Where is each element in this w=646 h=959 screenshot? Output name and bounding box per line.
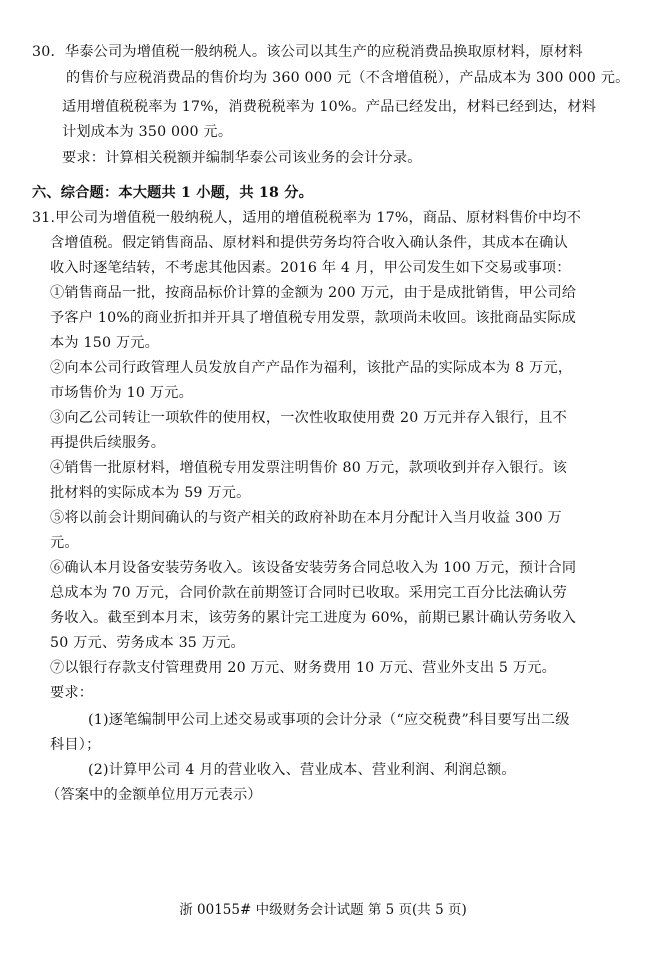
- q31-unit-note: （答案中的金额单位用万元表示）: [46, 787, 262, 803]
- q31-item-2-line-1: ②向本公司行政管理人员发放自产产品作为福利，该批产品的实际成本为 8 万元，: [50, 360, 573, 376]
- q31-item-6-line-4: 50 万元、劳务成本 35 万元。: [50, 635, 245, 651]
- q31-item-1-line-2: 予客户 10%的商业折扣并开具了增值税专用发票，款项尚未收回。该批商品实际成: [50, 310, 577, 326]
- q31-item-1-line-1: ①销售商品一批，按商品标价计算的金额为 200 万元，由于是成批销售，甲公司给: [50, 285, 577, 301]
- q31-item-1-line-3: 本为 150 万元。: [50, 335, 160, 351]
- q31-item-5-line-1: ⑤将以前会计期间确认的与资产相关的政府补助在本月分配计入当月收益 300 万: [50, 510, 562, 526]
- q31-item-6-line-2: 总成本为 70 万元，合同价款在前期签订合同时已收取。采用完工百分比法确认劳: [50, 585, 568, 601]
- q31-requirement-label: 要求：: [50, 685, 94, 701]
- q31-item-3-line-1: ③向乙公司转让一项软件的使用权，一次性收取使用费 20 万元并存入银行，且不: [50, 410, 568, 426]
- q30-line-3: 适用增值税税率为 17%，消费税税率为 10%。产品已经发出，材料已经到达，材料: [62, 99, 597, 115]
- q30-line-2: 的售价与应税消费品的售价均为 360 000 元（不含增值税），产品成本为 300 000 元。: [66, 70, 630, 86]
- q31-item-6-line-1: ⑥确认本月设备安装劳务收入。该设备安装劳务合同总收入为 100 万元，预计合同: [50, 560, 577, 576]
- q31-item-4-line-2: 批材料的实际成本为 59 万元。: [50, 485, 251, 501]
- q31-line-3: 收入时逐笔结转，不考虑其他因素。2016 年 4 月，甲公司发生如下交易或事项：: [50, 260, 571, 276]
- q31-requirement-1-line-1: (1)逐笔编制甲公司上述交易或事项的会计分录（“应交税费”科目要写出二级: [88, 712, 570, 728]
- q30-line-4: 计划成本为 350 000 元。: [62, 124, 233, 140]
- q30-line-1: 30．华泰公司为增值税一般纳税人。该公司以其生产的应税消费品换取原材料，原材料: [32, 44, 583, 60]
- q31-item-7: ⑦以银行存款支付管理费用 20 万元、财务费用 10 万元、营业外支出 5 万元。: [50, 660, 557, 676]
- q31-item-4-line-1: ④销售一批原材料，增值税专用发票注明售价 80 万元，款项收到并存入银行。该: [50, 460, 568, 476]
- q31-item-3-line-2: 再提供后续服务。: [50, 435, 166, 451]
- q31-line-1: 31.甲公司为增值税一般纳税人，适用的增值税税率为 17%，商品、原材料售价中均不: [32, 210, 582, 226]
- q31-requirement-1-line-2: 科目）；: [50, 737, 101, 753]
- q31-item-6-line-3: 务收入。截至到本月末，该劳务的累计完工进度为 60%，前期已累计确认劳务收入: [50, 610, 577, 626]
- q31-requirement-2: (2)计算甲公司 4 月的营业收入、营业成本、营业利润、利润总额。: [88, 762, 516, 778]
- q30-requirement: 要求：计算相关税额并编制华泰公司该业务的会计分录。: [62, 150, 422, 166]
- q31-item-5-line-2: 元。: [50, 535, 79, 551]
- q31-line-2: 含增值税。假定销售商品、原材料和提供劳务均符合收入确认条件，其成本在确认: [50, 235, 568, 251]
- q31-item-2-line-2: 市场售价为 10 万元。: [50, 385, 193, 401]
- page-footer: 浙 00155# 中级财务会计试题 第 5 页(共 5 页): [179, 902, 467, 918]
- section-6-heading: 六、综合题：本大题共 1 小题，共 18 分。: [32, 185, 313, 201]
